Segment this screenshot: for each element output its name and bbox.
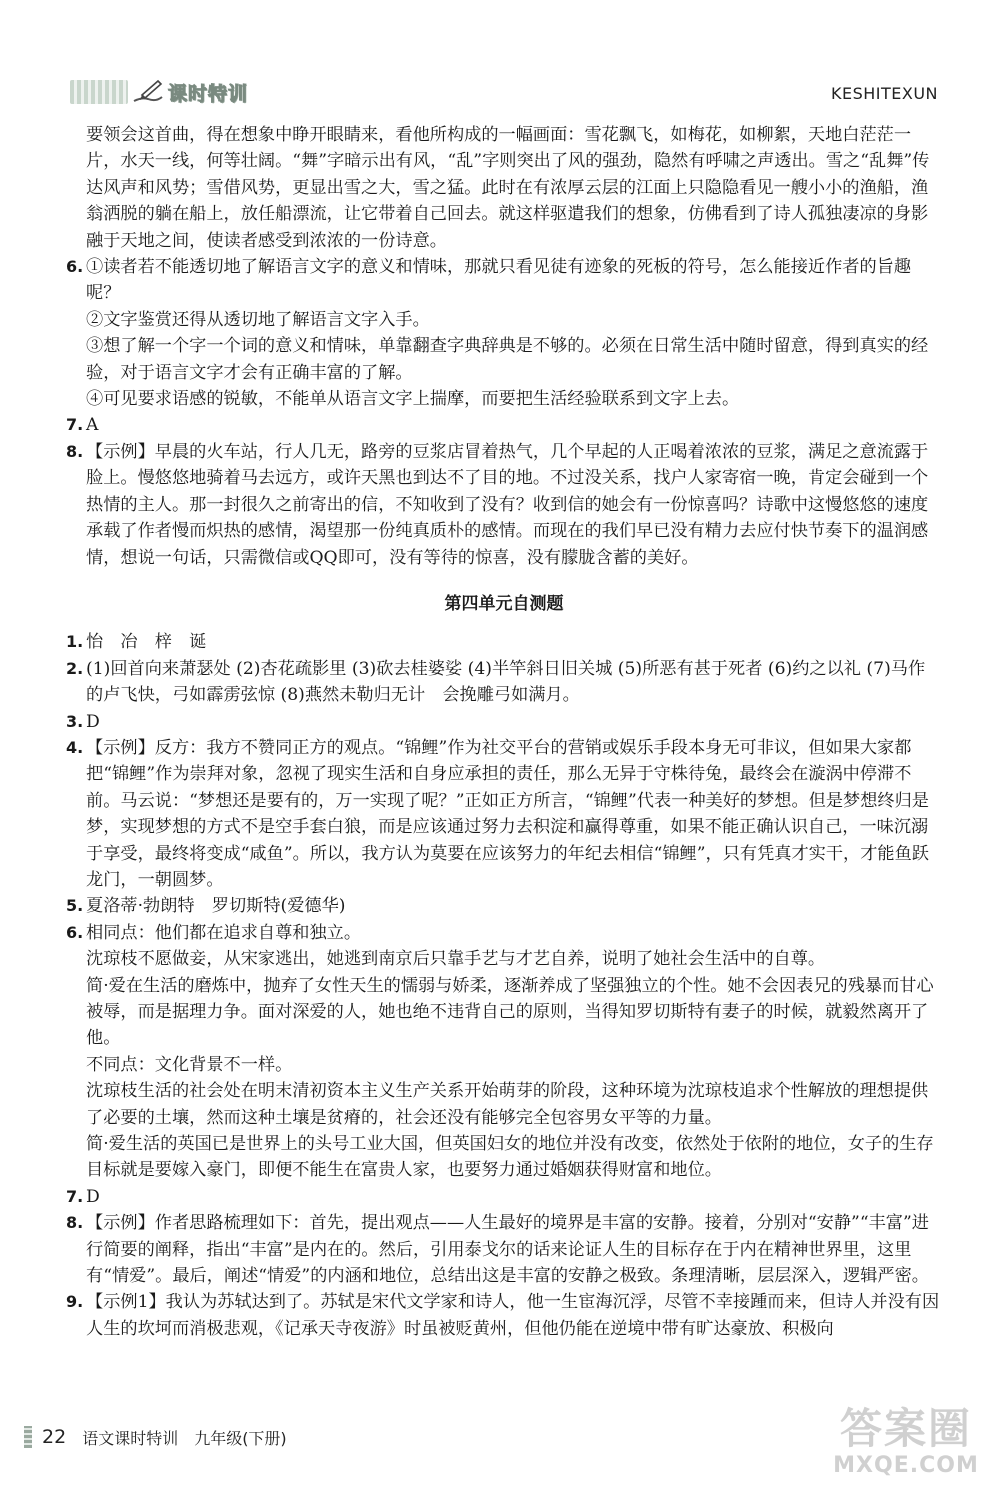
unit4-item-5 bbox=[66, 893, 942, 919]
answer-line: 怡 冶 梓 诞 bbox=[86, 632, 207, 653]
item-number: 9. bbox=[66, 1292, 84, 1312]
answer-item-7 bbox=[66, 412, 942, 438]
answer-line: ②文字鉴赏还得从透切地了解语言文字入手。 bbox=[86, 309, 430, 330]
answer-line: ①读者若不能透切地了解语言文字的意义和情味，那就只看见徒有迹象的死板的符号，怎么能接近作者的旨趣呢？ bbox=[86, 257, 912, 304]
answer-line: 【示例】作者思路梳理如下：首先，提出观点——人生最好的境界是丰富的安静。接着，分别对“安静”“丰富”进行简要的阐释，指出“丰富”是内在的。然后，引用泰戈尔的话来论证人生的目标存在于内在精神世界里，这里有“情爱”。最后，阐述“情爱”的内涵和地位，总结出这是丰富的安静之极致。条理清晰，层层深入，逻辑严密。 bbox=[86, 1213, 929, 1287]
answer-line: 不同点：文化背景不一样。 bbox=[86, 1054, 293, 1075]
answer-line: 沈琼枝不愿做妾，从宋家逃出，她逃到南京后只靠手艺与才艺自养，说明了她社会生活中的自尊。 bbox=[86, 949, 826, 970]
unit4-item-4 bbox=[66, 735, 942, 893]
unit4-item-3 bbox=[66, 709, 942, 735]
unit4-item-2 bbox=[66, 656, 942, 709]
unit4-item-9 bbox=[66, 1289, 942, 1342]
brand-name: KESHITEXUN bbox=[830, 84, 938, 103]
page-footer bbox=[24, 1424, 287, 1450]
book-logo bbox=[70, 75, 280, 109]
answer-line: A bbox=[86, 415, 99, 436]
answer-line: ④可见要求语感的锐敏，不能单从语言文字上揣摩，而要把生活经验联系到文字上去。 bbox=[86, 389, 740, 410]
item-number: 5. bbox=[66, 896, 84, 916]
item-number: 7. bbox=[66, 1186, 84, 1206]
item-number: 8. bbox=[66, 441, 84, 461]
item-number: 7. bbox=[66, 415, 84, 435]
answer-line: D bbox=[86, 1186, 100, 1207]
answer-content bbox=[66, 122, 942, 1342]
book-title: 语文课时特训 九年级(下册) bbox=[82, 1428, 287, 1448]
logo-stripes-decoration bbox=[70, 80, 128, 104]
unit4-item-7 bbox=[66, 1184, 942, 1210]
section-title: 第四单元自测题 bbox=[444, 593, 564, 614]
answer-line: ③想了解一个字一个词的意义和情味，单靠翻查字典辞典是不够的。必须在日常生活中随时留意，得到真实的经验，对于语言文字才会有正确丰富的了解。 bbox=[86, 336, 929, 383]
watermark-text: 答案圈 bbox=[839, 1404, 972, 1453]
item-number: 3. bbox=[66, 711, 84, 731]
item-number: 6. bbox=[66, 922, 84, 942]
answer-line: 【示例】反方：我方不赞同正方的观点。“锦鲤”作为社交平台的营销或娱乐手段本身无可非议，但如果大家都把“锦鲤”作为崇拜对象，忽视了现实生活和自身应承担的责任，那么无异于守株待兔，最终会在漩涡中停滞不前。马云说：“梦想还是要有的，万一实现了呢？”正如正方所言，“锦鲤”代表一种美好的梦想。但是梦想终归是梦，实现梦想的方式不是空手套白狼，而是应该通过努力去积淀和赢得尊重，如果不能正确认识自己，一味沉溺于享受，最终将变成“咸鱼”。所以，我方认为莫要在应该努力的年纪去相信“锦鲤”，只有凭真才实干，才能鱼跃龙门，一朝圆梦。 bbox=[86, 737, 929, 890]
item-number: 4. bbox=[66, 737, 84, 757]
answer-item-6 bbox=[66, 254, 942, 412]
watermark-logo bbox=[826, 1405, 986, 1495]
answer-line: 简·爱生活的英国已是世界上的头号工业大国，但英国妇女的地位并没有改变，依然处于依附的地位，女子的生存目标就是要嫁入豪门，即便不能生在富贵人家，也要努力通过婚姻获得财富和地位。 bbox=[86, 1134, 934, 1181]
page-number: 22 bbox=[42, 1426, 67, 1448]
item-number: 2. bbox=[66, 658, 84, 678]
answer-line: (1)回首向来萧瑟处 (2)杏花疏影里 (3)砍去桂婆娑 (4)半竿斜日旧关城 (5)所恶有甚于死者 (6)约之以礼 (7)马作的卢飞快，弓如霹雳弦惊 (8)燕然未勒归无计 会挽雕弓如满月。 bbox=[86, 658, 926, 706]
answer-line: 简·爱在生活的磨炼中，抛弃了女性天生的懦弱与娇柔，逐渐养成了坚强独立的个性。她不会因表兄的残暴而甘心被辱，而是据理力争。面对深爱的人，她也绝不违背自己的原则，当得知罗切斯特有妻子的时候，就毅然离开了他。 bbox=[86, 975, 934, 1049]
item-number: 1. bbox=[66, 632, 84, 652]
answer-item-8 bbox=[66, 439, 942, 571]
page-header bbox=[0, 0, 1000, 120]
item-number: 6. bbox=[66, 257, 84, 277]
answer-line: 夏洛蒂·勃朗特 罗切斯特(爱德华) bbox=[86, 896, 346, 917]
unit4-item-1 bbox=[66, 629, 942, 655]
answer-line: D bbox=[86, 711, 100, 732]
continued-answer-text: 要领会这首曲，得在想象中睁开眼睛来，看他所构成的一幅画面：雪花飘飞，如梅花，如柳絮，天地白茫茫一片，水天一线，何等壮阔。“舞”字暗示出有风，“乱”字则突出了风的强劲，隐然有呼啸之声透出。雪之“乱舞”传达风声和风势；雪借风势，更显出雪之大，雪之猛。此时在有浓厚云层的江面上只隐隐看见一艘小小的渔船，渔翁洒脱的躺在船上，放任船漂流，让它带着自己回去。就这样驱遣我们的想象，仿佛看到了诗人孤独凄凉的身影融于天地之间，使读者感受到浓浓的一份诗意。 bbox=[86, 125, 930, 251]
item-number: 8. bbox=[66, 1213, 84, 1233]
unit4-item-8 bbox=[66, 1210, 942, 1289]
answer-line: 【示例1】我认为苏轼达到了。苏轼是宋代文学家和诗人，他一生宦海沉浮，尽管不幸接踵而来，但诗人并没有因人生的坎坷而消极悲观，《记承天寺夜游》时虽被贬黄州，但他仍能在逆境中带有旷达豪放、积极向 bbox=[86, 1292, 940, 1339]
answer-line: 相同点：他们都在追求自尊和独立。 bbox=[86, 922, 362, 943]
footer-bar-decoration bbox=[24, 1426, 32, 1448]
unit4-item-6 bbox=[66, 920, 942, 1184]
watermark-url: MXQE.COM bbox=[833, 1453, 979, 1478]
logo-text: 课时特训 bbox=[168, 82, 249, 105]
pen-icon bbox=[128, 75, 168, 109]
answer-line: 沈琼枝生活的社会处在明末清初资本主义生产关系开始萌芽的阶段，这种环境为沈琼枝追求个性解放的理想提供了必要的土壤，然而这种土壤是贫瘠的，社会还没有能够完全包容男女平等的力量。 bbox=[86, 1081, 929, 1128]
answer-line: 【示例】早晨的火车站，行人几无，路旁的豆浆店冒着热气，几个早起的人正喝着浓浓的豆浆，满足之意流露于脸上。慢悠悠地骑着马去远方，或许天黑也到达不了目的地。不过没关系，找户人家寄宿一晚，肯定会碰到一个热情的主人。那一封很久之前寄出的信，不知收到了没有？收到信的她会有一份惊喜吗？诗歌中这慢悠悠的速度承载了作者慢而炽热的感情，渴望那一份纯真质朴的感情。而现在的我们早已没有精力去应付快节奏下的温润感情，想说一句话，只需微信或QQ即可，没有等待的惊喜，没有朦胧含蓄的美好。 bbox=[86, 441, 929, 568]
